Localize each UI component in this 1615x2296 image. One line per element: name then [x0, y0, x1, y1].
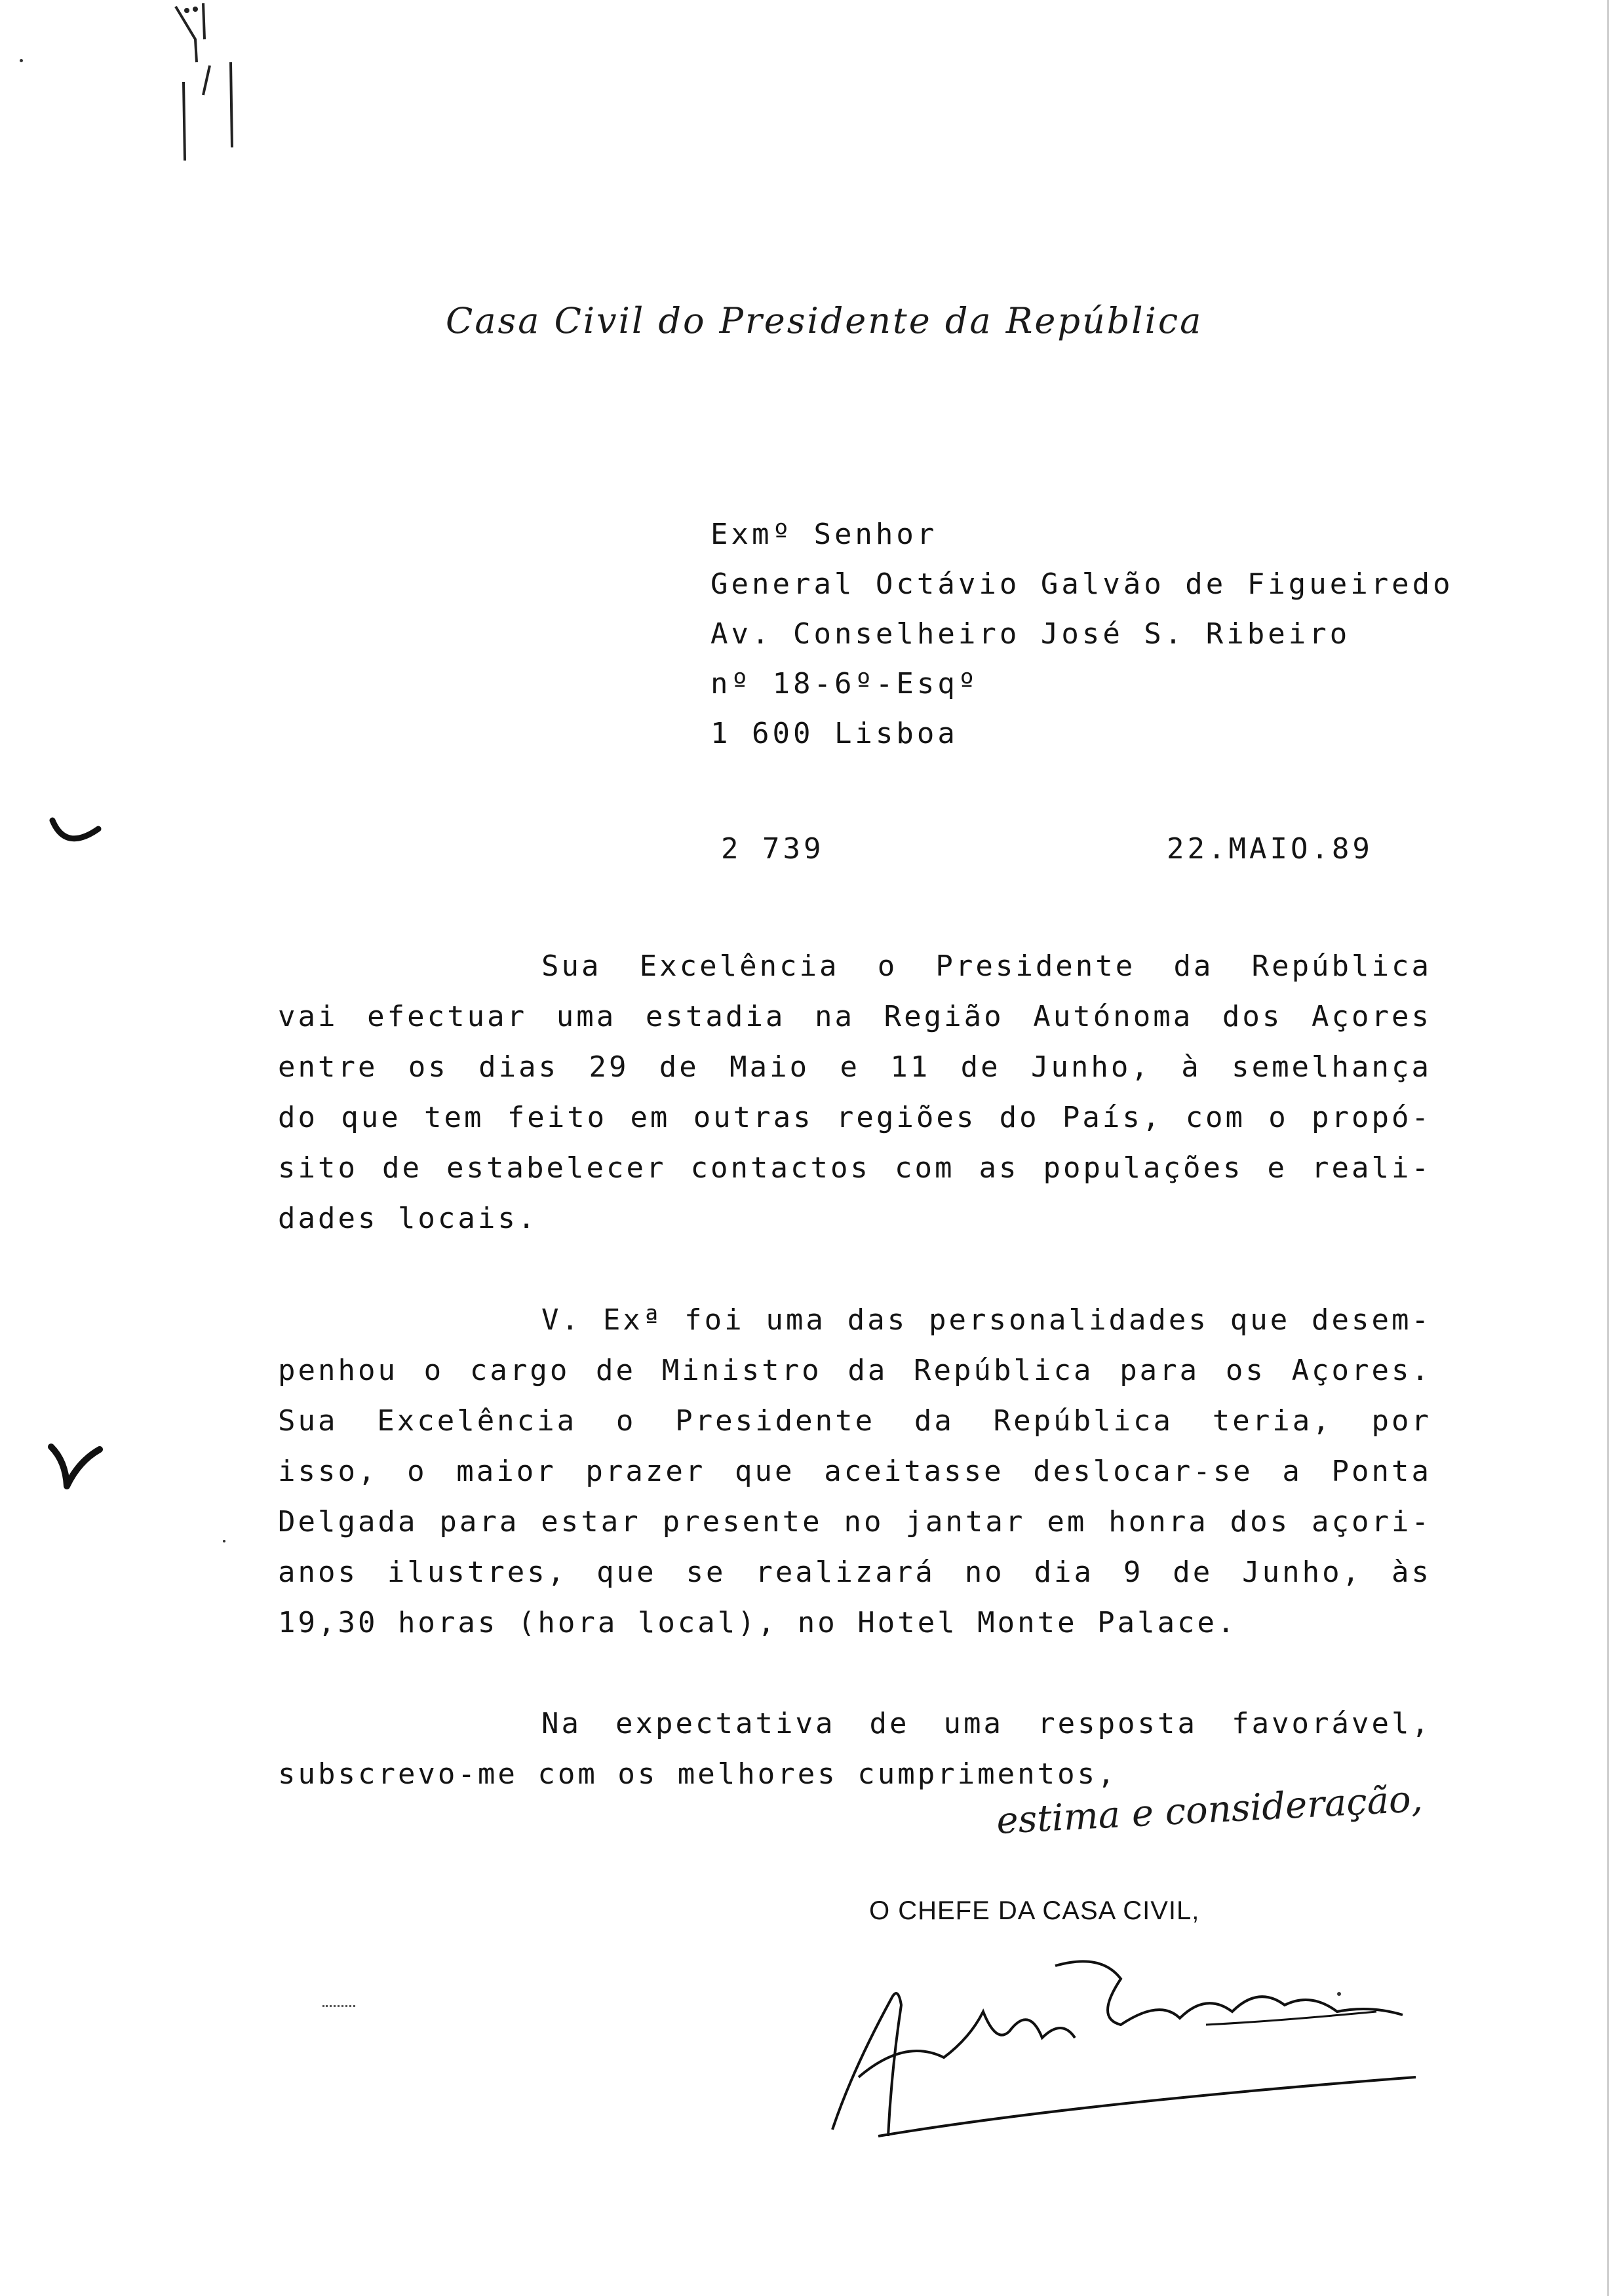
text-line: Delgada para estar presente no jantar em honra dos açori-	[278, 1505, 1431, 1539]
text-line: penhou o cargo de Ministro da República para os Açores.	[278, 1354, 1431, 1387]
scan-speck	[223, 1540, 225, 1542]
text-line: anos ilustres, que se realizará no dia 9 de Junho, às	[278, 1556, 1431, 1589]
recipient-name: General Octávio Galvão de Figueiredo	[710, 567, 1454, 601]
paragraph-2	[278, 1295, 1431, 1648]
signature	[813, 1940, 1429, 2175]
paragraph-1	[278, 941, 1431, 1244]
letterhead: Casa Civil do Presidente da República	[446, 300, 1203, 341]
closing-title: O CHEFE DA CASA CIVIL,	[869, 1896, 1200, 1925]
recipient-city: 1 600 Lisboa	[710, 717, 958, 750]
paragraph-3	[278, 1698, 1431, 1799]
handwritten-addition: estima e consideração,	[995, 1778, 1424, 1843]
scan-edge	[1607, 0, 1609, 2296]
text-line: Sua Excelência o Presidente da República	[541, 949, 1431, 983]
margin-check-mark	[46, 1435, 105, 1494]
recipient-number: nº 18-6º-Esqº	[710, 667, 979, 700]
text-line: V. Exª foi uma das personalidades que desem-	[541, 1303, 1431, 1337]
recipient-street: Av. Conselheiro José S. Ribeiro	[710, 617, 1351, 651]
text-line: do que tem feito em outras regiões do País, com o propó-	[278, 1101, 1431, 1134]
scan-speck	[20, 59, 23, 62]
text-line: entre os dias 29 de Maio e 11 de Junho, à semelhança	[278, 1050, 1431, 1084]
text-line: subscrevo-me com os melhores cumprimentos,	[278, 1757, 1118, 1791]
scan-speck	[322, 2005, 355, 2009]
text-line: dades locais.	[278, 1202, 538, 1235]
text-line: isso, o maior prazer que aceitasse deslocar-se a Ponta	[278, 1455, 1431, 1488]
letter-date: 22.MAIO.89	[1167, 832, 1373, 866]
archive-mark	[138, 0, 269, 170]
text-line: sito de estabelecer contactos com as populações e reali-	[278, 1151, 1431, 1185]
text-line: vai efectuar uma estadia na Região Autónoma dos Açores	[278, 1000, 1431, 1033]
text-line: 19,30 horas (hora local), no Hotel Monte Palace.	[278, 1606, 1237, 1639]
margin-check-mark	[46, 813, 105, 858]
reference-number: 2 739	[721, 832, 825, 866]
scan-speck	[1337, 1992, 1341, 1996]
text-line: Sua Excelência o Presidente da República teria, por	[278, 1404, 1431, 1438]
text-line: Na expectativa de uma resposta favorável,	[541, 1707, 1431, 1740]
recipient-salutation: Exmº Senhor	[710, 518, 938, 551]
